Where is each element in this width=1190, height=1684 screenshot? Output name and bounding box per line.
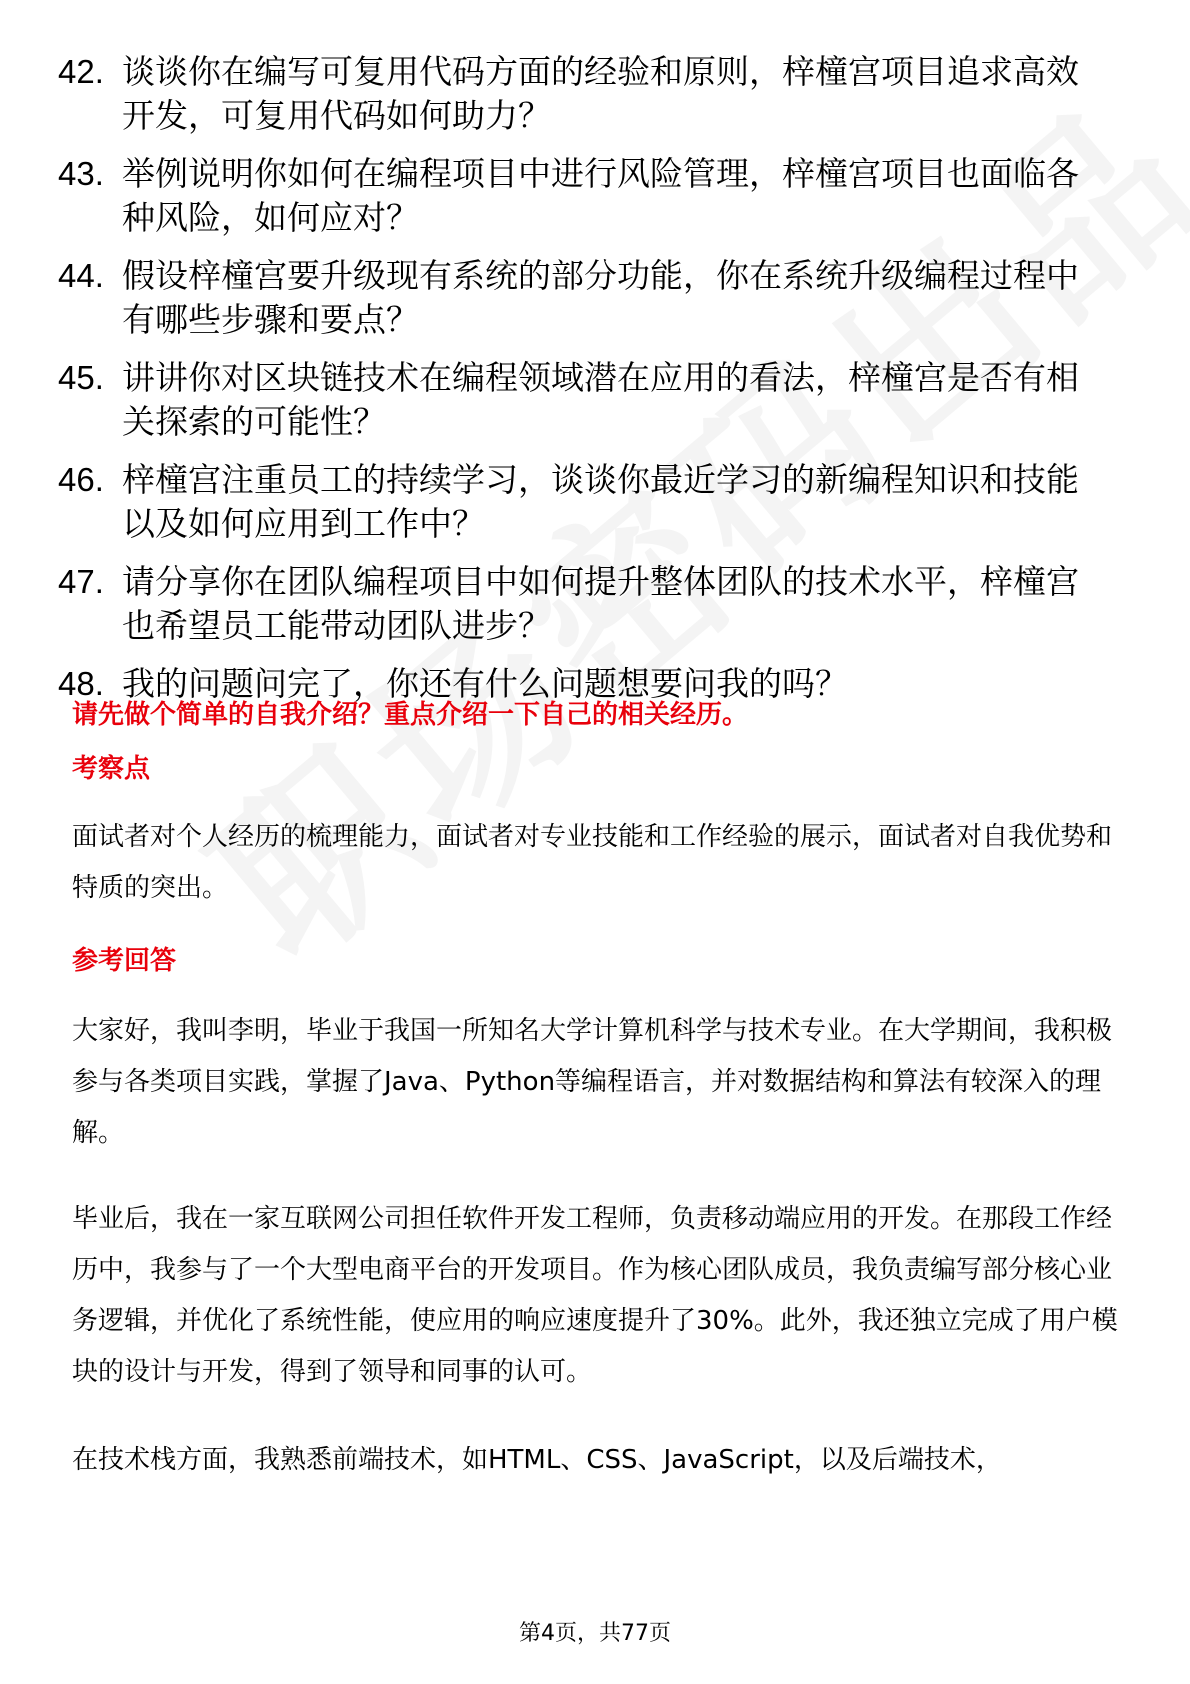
question-number: 45. <box>58 359 104 396</box>
question-text: 请分享你在团队编程项目中如何提升整体团队的技术水平，梓橦宫也希望员工能带动团队进步？ <box>122 562 1079 645</box>
question-item <box>58 152 1138 240</box>
focus-heading: 考察点 <box>72 754 151 784</box>
answer-question-heading: 请先做个简单的自我介绍？重点介绍一下自己的相关经历。 <box>72 700 749 730</box>
question-item <box>58 560 1138 648</box>
question-list <box>58 50 1138 720</box>
reference-heading: 参考回答 <box>72 946 177 976</box>
question-text: 讲讲你对区块链技术在编程领域潜在应用的看法，梓橦宫是否有相关探索的可能性？ <box>122 358 1079 441</box>
focus-text: 面试者对个人经历的梳理能力，面试者对专业技能和工作经验的展示，面试者对自我优势和特质的突出。 <box>72 822 1113 903</box>
question-text: 谈谈你在编写可复用代码方面的经验和原则，梓橦宫项目追求高效开发，可复用代码如何助力？ <box>122 52 1079 135</box>
question-number: 44. <box>58 257 104 294</box>
question-number: 47. <box>58 563 104 600</box>
answer-paragraph: 大家好，我叫李明，毕业于我国一所知名大学计算机科学与技术专业。在大学期间，我积极参与各类项目实践，掌握了Java、Python等编程语言，并对数据结构和算法有较深入的理解。 <box>72 1016 1113 1148</box>
question-item <box>58 50 1138 138</box>
question-item <box>58 356 1138 444</box>
question-text: 梓橦宫注重员工的持续学习，谈谈你最近学习的新编程知识和技能以及如何应用到工作中？ <box>122 460 1079 543</box>
question-text: 举例说明你如何在编程项目中进行风险管理，梓橦宫项目也面临各种风险，如何应对？ <box>122 154 1079 237</box>
page-number: 第4页，共77页 <box>519 1621 671 1646</box>
question-item <box>58 254 1138 342</box>
question-text: 我的问题问完了，你还有什么问题想要问我的吗？ <box>122 664 848 703</box>
answer-paragraph: 毕业后，我在一家互联网公司担任软件开发工程师，负责移动端应用的开发。在那段工作经历中，我参与了一个大型电商平台的开发项目。作为核心团队成员，我负责编写部分核心业务逻辑，并优化了系统性能，使应用的响应速度提升了30%。此外，我还独立完成了用户模块的设计与开发，得到了领导和同事的认可。 <box>72 1204 1118 1387</box>
question-item <box>58 458 1138 546</box>
question-number: 46. <box>58 461 104 498</box>
question-number: 43. <box>58 155 104 192</box>
question-number: 42. <box>58 53 104 90</box>
question-text: 假设梓橦宫要升级现有系统的部分功能，你在系统升级编程过程中有哪些步骤和要点？ <box>122 256 1079 339</box>
question-number: 48. <box>58 665 104 702</box>
answer-paragraph: 在技术栈方面，我熟悉前端技术，如HTML、CSS、JavaScript，以及后端技术， <box>72 1445 1002 1475</box>
